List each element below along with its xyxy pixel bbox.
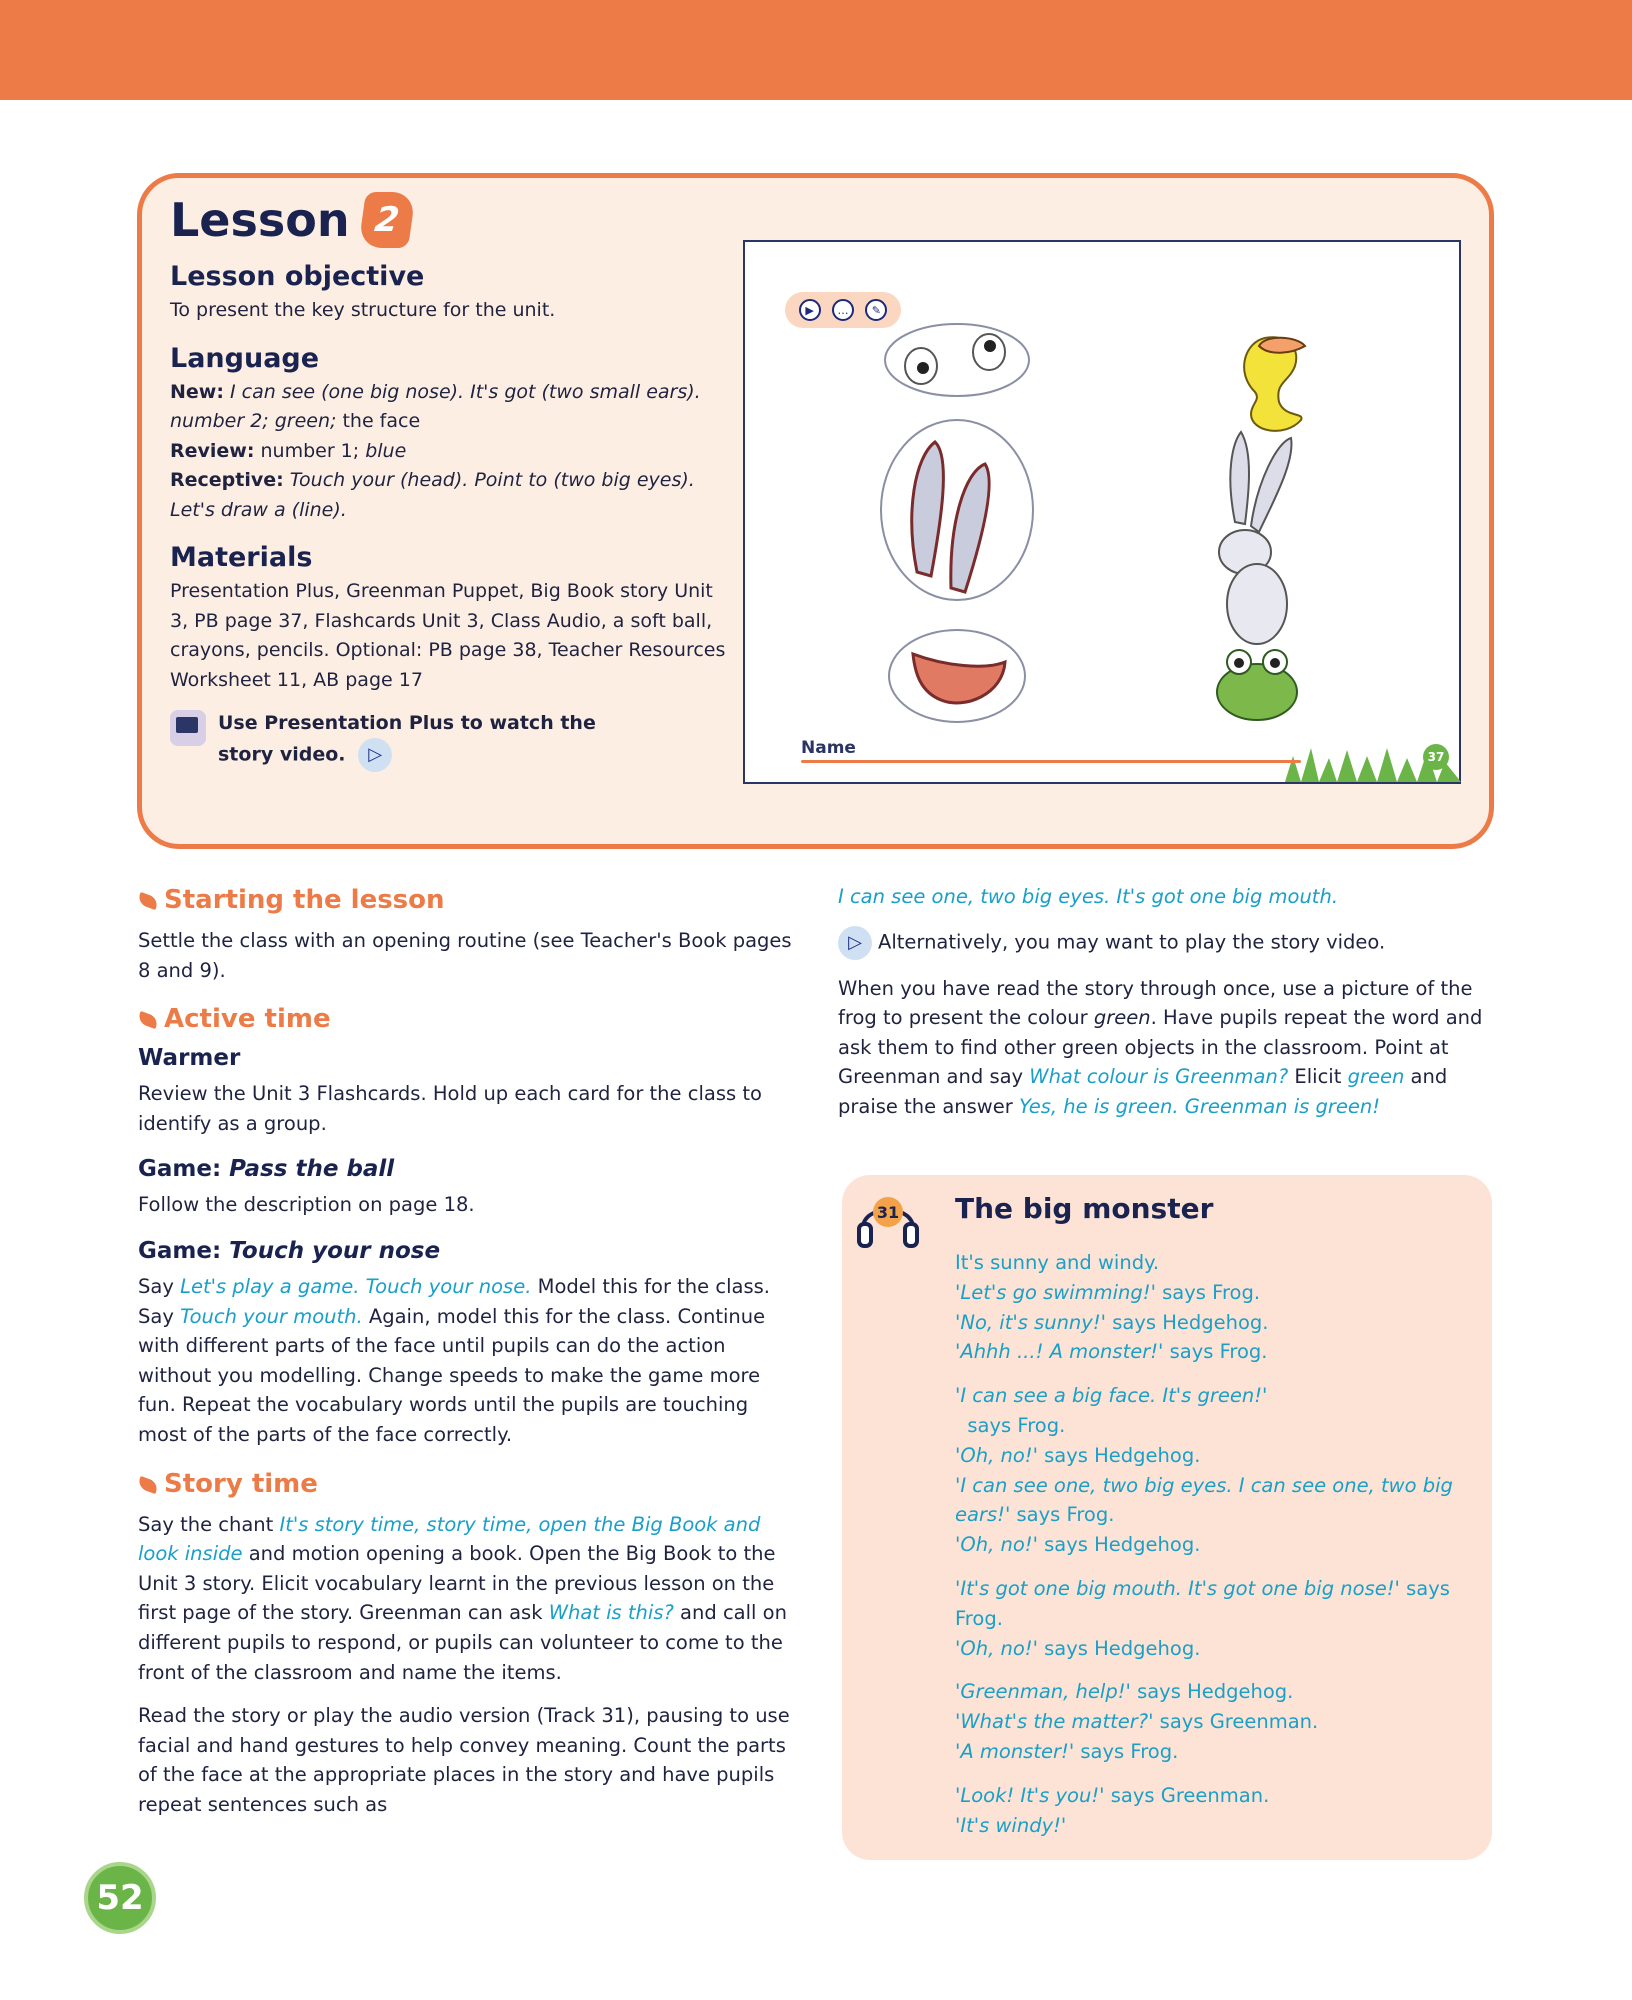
- pupil-book-page-number: 37: [1423, 744, 1449, 770]
- story-title: The big monster: [955, 1192, 1214, 1225]
- objective-heading: Lesson objective: [170, 261, 425, 292]
- pupil-book-illustrations: [745, 242, 1463, 786]
- rabbit-character: [1219, 432, 1291, 644]
- language-receptive: Receptive: Touch your (head). Point to (two big eyes). Let's draw a (line).: [170, 469, 695, 521]
- story-time-p1: Say the chant It's story time, story time, open the Big Book and look inside and motion opening a book. Open the Big Book to the Unit 3 story. Elicit vocabulary learnt in the previous lesson on the first page of the story. Greenman can ask What is this? and call on different pupils to respond, or pupils can volunteer to come to the front of the classroom and name the items.: [138, 1512, 787, 1684]
- leaf-icon: [137, 892, 160, 910]
- ears-oval: [881, 420, 1033, 600]
- language-heading: Language: [170, 342, 320, 374]
- right-column: [838, 882, 1494, 1136]
- warmer-heading: Warmer: [138, 1045, 241, 1072]
- pencil-icon[interactable]: ✎: [865, 299, 887, 321]
- story-time-p2-cont: I can see one, two big eyes. It's got one big mouth.: [838, 885, 1339, 908]
- lesson-word: Lesson: [170, 193, 350, 247]
- warmer-text: Review the Unit 3 Flashcards. Hold up each card for the class to identify as a group.: [138, 1082, 762, 1135]
- language-new: New: I can see (one big nose). It's got (two small ears). number 2; green; the face: [170, 380, 701, 432]
- speech-icon[interactable]: …: [832, 299, 854, 321]
- story-time-p4: When you have read the story through once, use a picture of the frog to present the colour green. Have pupils repeat the word and ask them to find other green objects in the classroom. Point at Greenman and say What colour is Greenman? Elicit green and praise the answer Yes, he is green. Greenman is green!: [838, 976, 1483, 1118]
- story-stanza: It's sunny and windy. 'Let's go swimming!' says Frog. 'No, it's sunny!' says Hedgehog. 'Ahhh ...! A monster!' says Frog.: [955, 1251, 1269, 1364]
- pupil-book-page-thumbnail: [743, 240, 1461, 784]
- play-icon[interactable]: ▶: [799, 299, 821, 321]
- lesson-title: [170, 190, 412, 250]
- game-touch-nose-heading: Game: Touch your nose: [138, 1237, 441, 1264]
- story-time-heading: Story time: [138, 1464, 798, 1506]
- mouth-oval: [889, 630, 1025, 722]
- game-pass-ball-text: Follow the description on page 18.: [138, 1193, 475, 1217]
- headphones-audio-icon[interactable]: [855, 1188, 921, 1250]
- materials-heading: Materials: [170, 542, 313, 573]
- lesson-number-badge: 2: [358, 192, 416, 248]
- story-time-p3: ▷ Alternatively, you may want to play the story video.: [838, 926, 1494, 960]
- language-review: Review: number 1; blue: [170, 439, 407, 462]
- name-line: [801, 760, 1301, 763]
- frog-character: [1217, 650, 1297, 720]
- presentation-plus-note: [170, 708, 640, 772]
- active-heading: Active time: [138, 999, 798, 1041]
- presentation-plus-icon: [170, 710, 206, 746]
- eyes-oval: [885, 324, 1029, 396]
- game-pass-ball-heading: Game: Pass the ball: [138, 1156, 395, 1183]
- play-icon[interactable]: ▷: [358, 738, 392, 772]
- duck-character: [1244, 337, 1305, 431]
- story-stanza: 'Greenman, help!' says Hedgehog. 'What's the matter?' says Greenman. 'A monster!' says Frog.: [955, 1680, 1319, 1763]
- story-text: [955, 1248, 1475, 1854]
- starting-text: Settle the class with an opening routine (see Teacher's Book pages 8 and 9).: [138, 929, 792, 982]
- name-label: Name: [801, 738, 856, 758]
- game-touch-nose-text: Say Let's play a game. Touch your nose. Model this for the class. Say Touch your mouth. Again, model this for the class. Continue with different parts of the face until pupils can do the action without you modelling. Change speeds to make the game more fun. Repeat the vocabulary words until the pupils are touching most of the parts of the face correctly.: [138, 1274, 770, 1446]
- play-icon[interactable]: ▷: [838, 926, 872, 960]
- story-stanza: 'It's got one big mouth. It's got one big nose!' says Frog. 'Oh, no!' says Hedgehog.: [955, 1576, 1450, 1660]
- starting-heading: Starting the lesson: [138, 880, 798, 922]
- objective-text: To present the key structure for the unit.: [170, 299, 556, 321]
- story-time-p2: Read the story or play the audio version (Track 31), pausing to use facial and hand gestures to help convey meaning. Count the parts of the face at the appropriate places in the story and have pupils repeat sentences such as: [138, 1704, 790, 1816]
- story-stanza: 'I can see a big face. It's green!' says Frog. 'Oh, no!' says Hedgehog. 'I can see one, two big eyes. I can see one, two big ears!' says Frog. 'Oh, no!' says Hedgehog.: [955, 1384, 1453, 1557]
- track-number: 31: [876, 1203, 900, 1222]
- story-stanza: 'Look! It's you!' says Greenman. 'It's windy!': [955, 1783, 1270, 1837]
- materials-text: Presentation Plus, Greenman Puppet, Big Book story Unit 3, PB page 37, Flashcards Unit 3, Class Audio, a soft ball, crayons, pencils. Optional: PB page 38, Teacher Resources Worksheet 11, AB page 17: [170, 580, 726, 691]
- left-column: [138, 880, 798, 1833]
- leaf-icon: [137, 1475, 160, 1493]
- leaf-icon: [137, 1011, 160, 1029]
- page-number: 52: [84, 1862, 156, 1934]
- lesson-info: [170, 258, 730, 695]
- top-color-band: [0, 0, 1632, 100]
- presentation-plus-text: Use Presentation Plus to watch the story video.: [218, 712, 596, 766]
